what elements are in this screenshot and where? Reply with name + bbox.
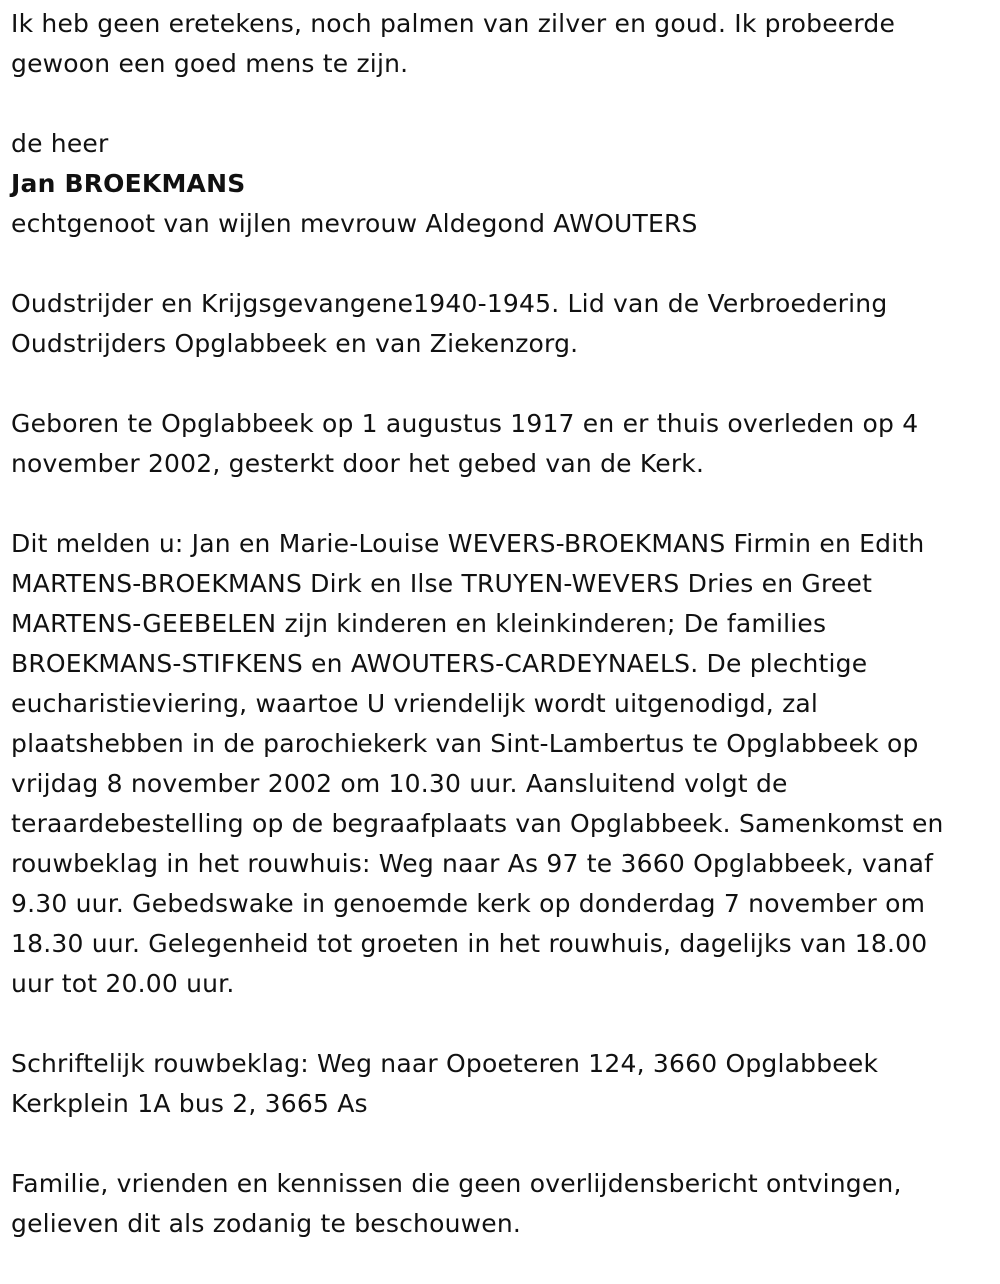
- announcement-line: eucharistieviering, waartoe U vriendelijk wordt uitgenodigd, zal: [11, 689, 819, 718]
- birth-death-line: november 2002, gesterkt door het gebed van de Kerk.: [11, 449, 705, 478]
- announcement-line: MARTENS-GEEBELEN zijn kinderen en kleinkinderen; De families: [11, 609, 827, 638]
- written-condolences-paragraph: [11, 1044, 996, 1124]
- announcement-line: MARTENS-BROEKMANS Dirk en Ilse TRUYEN-WEVERS Dries en Greet: [11, 569, 873, 598]
- motto-paragraph: [11, 4, 996, 84]
- announcement-line: uur tot 20.00 uur.: [11, 969, 235, 998]
- closing-paragraph: [11, 1164, 996, 1244]
- closing-line: gelieven dit als zodanig te beschouwen.: [11, 1209, 522, 1238]
- announcement-line: teraardebestelling op de begraafplaats van Opglabbeek. Samenkomst en: [11, 809, 944, 838]
- motto-line: Ik heb geen eretekens, noch palmen van zilver en goud. Ik probeerde: [11, 9, 896, 38]
- birth-death-paragraph: [11, 404, 996, 484]
- announcement-paragraph: [11, 524, 996, 1004]
- announcement-line: 18.30 uur. Gelegenheid tot groeten in het rouwhuis, dagelijks van 18.00: [11, 929, 928, 958]
- deceased-name: Jan BROEKMANS: [11, 169, 246, 198]
- memberships-line: Oudstrijder en Krijgsgevangene1940-1945. Lid van de Verbroedering: [11, 289, 888, 318]
- memberships-line: Oudstrijders Opglabbeek en van Ziekenzorg.: [11, 329, 579, 358]
- birth-death-line: Geboren te Opglabbeek op 1 augustus 1917 en er thuis overleden op 4: [11, 409, 919, 438]
- announcement-line: Dit melden u: Jan en Marie-Louise WEVERS-BROEKMANS Firmin en Edith: [11, 529, 925, 558]
- announcement-line: 9.30 uur. Gebedswake in genoemde kerk op donderdag 7 november om: [11, 889, 926, 918]
- deceased-spouse: echtgenoot van wijlen mevrouw Aldegond AWOUTERS: [11, 209, 698, 238]
- motto-line: gewoon een goed mens te zijn.: [11, 49, 409, 78]
- written-condolences-line: Schriftelijk rouwbeklag: Weg naar Opoeteren 124, 3660 Opglabbeek: [11, 1049, 879, 1078]
- announcement-line: rouwbeklag in het rouwhuis: Weg naar As 97 te 3660 Opglabbeek, vanaf: [11, 849, 934, 878]
- closing-line: Familie, vrienden en kennissen die geen overlijdensbericht ontvingen,: [11, 1169, 902, 1198]
- announcement-line: BROEKMANS-STIFKENS en AWOUTERS-CARDEYNAELS. De plechtige: [11, 649, 868, 678]
- obituary-document: [11, 4, 996, 1284]
- deceased-block: [11, 124, 996, 244]
- announcement-line: plaatshebben in de parochiekerk van Sint-Lambertus te Opglabbeek op: [11, 729, 919, 758]
- memberships-paragraph: [11, 284, 996, 364]
- announcement-line: vrijdag 8 november 2002 om 10.30 uur. Aansluitend volgt de: [11, 769, 788, 798]
- written-condolences-line: Kerkplein 1A bus 2, 3665 As: [11, 1089, 368, 1118]
- deceased-prefix: de heer: [11, 129, 109, 158]
